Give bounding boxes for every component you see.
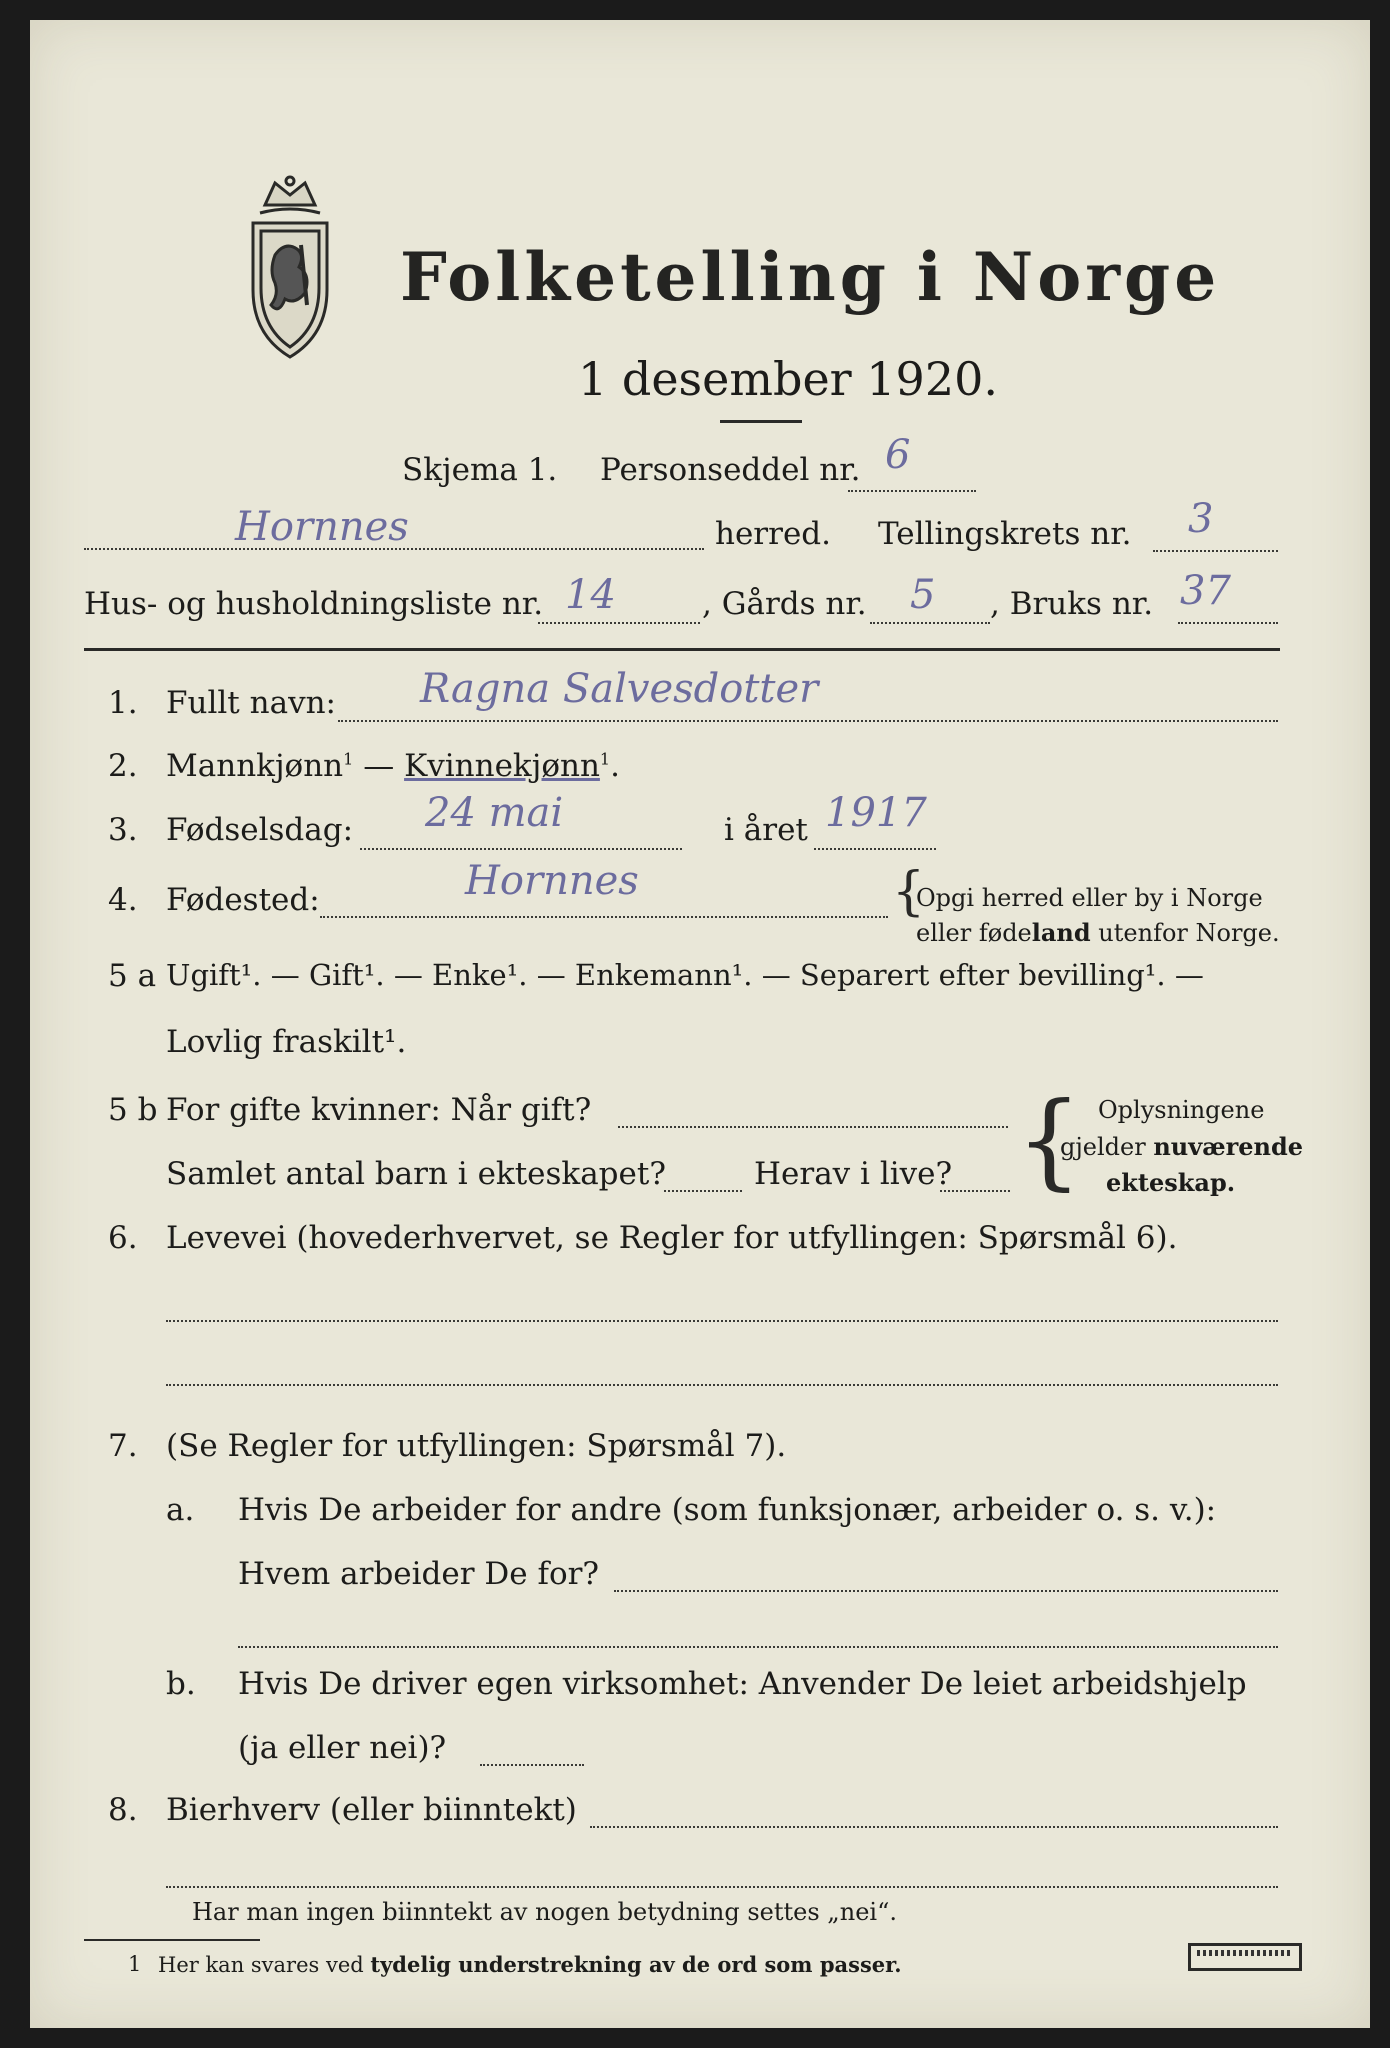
q6-number: 6. [108, 1220, 138, 1256]
footnote-text [158, 1952, 902, 1977]
q6-field-line-2 [166, 1384, 1278, 1386]
form-title: Folketelling i Norge [400, 238, 1221, 316]
q3-label: Fødselsdag: [166, 812, 354, 848]
q8-field-line-1 [590, 1826, 1278, 1828]
q2-sup-2: 1 [599, 749, 611, 769]
q5b-brace: { [1016, 1079, 1083, 1201]
tellingskrets-field-line [1153, 550, 1278, 552]
gards-value[interactable]: 5 [910, 572, 936, 618]
husholdningsliste-label: Hus- og husholdningsliste nr. [84, 586, 544, 622]
herred-label: herred. [715, 516, 831, 552]
q5b-note2-b: nuværende [1153, 1132, 1304, 1161]
marital-status-options-line2[interactable]: Lovlig fraskilt¹. [166, 1024, 407, 1060]
q7b-field-line [480, 1764, 584, 1766]
q7a-field-line-1 [614, 1590, 1278, 1592]
q5b-alive-field-line [940, 1190, 1010, 1192]
q4-note-part-b: land [1031, 918, 1091, 947]
q7a-line1: Hvis De arbeider for andre (som funksjonær, arbeider o. s. v.): [238, 1492, 1217, 1528]
tellingskrets-label: Tellingskrets nr. [878, 516, 1132, 552]
q5b-note1: Oplysningene [1098, 1096, 1265, 1124]
bruks-field-line [1178, 622, 1278, 624]
q5b-note2 [1060, 1132, 1303, 1161]
q5b-line2-a: Samlet antal barn i ekteskapet? [166, 1156, 666, 1192]
q3-year-field-line [814, 848, 936, 850]
q2-end: . [610, 748, 620, 784]
q3-number: 3. [108, 812, 138, 848]
q8-number: 8. [108, 1792, 138, 1828]
bruks-label: , Bruks nr. [990, 586, 1154, 622]
norwegian-coat-of-arms-icon [235, 175, 345, 375]
q6-field-line-1 [166, 1320, 1278, 1322]
census-date: 1 desember 1920. [578, 352, 998, 406]
mannkjonn-option[interactable]: Mannkjønn [166, 748, 344, 784]
q1-field-line [338, 720, 1278, 722]
q7b-line1: Hvis De driver egen virksomhet: Anvender De leiet arbeidshjelp [238, 1666, 1247, 1702]
q5b-note3: ekteskap. [1106, 1168, 1236, 1197]
header-divider [84, 648, 1280, 651]
q5b-number: 5 b [108, 1092, 158, 1128]
q7a-line2: Hvem arbeider De for? [238, 1556, 600, 1592]
q5b-line2-b: Herav i live? [754, 1156, 953, 1192]
q3-year-label: i året [724, 812, 808, 848]
q5b-married-field-line [618, 1126, 1008, 1128]
q3-day-field-line [360, 848, 682, 850]
birthplace-value[interactable]: Hornnes [465, 858, 639, 904]
personseddel-label: Personseddel nr. [600, 452, 861, 488]
q8-label: Bierhverv (eller biinntekt) [166, 1792, 577, 1828]
q8-field-line-2 [166, 1886, 1278, 1888]
footnote-text-b: tydelig understrekning av de ord som passer. [370, 1952, 902, 1977]
q4-note-line2 [916, 918, 1280, 947]
q5b-note2-a: gjelder [1060, 1133, 1154, 1161]
q2-sup-1: 1 [343, 749, 354, 769]
herred-value[interactable]: Hornnes [235, 504, 409, 550]
footnote-mark: 1 [128, 1952, 142, 1976]
q7-label: (Se Regler for utfyllingen: Spørsmål 7). [166, 1428, 787, 1464]
footnote-rule [84, 1939, 260, 1941]
q4-note-part-c: utenfor Norge. [1090, 919, 1280, 947]
bruks-value[interactable]: 37 [1180, 568, 1231, 614]
gards-field-line [870, 622, 990, 624]
q7b-line2: (ja eller nei)? [238, 1730, 447, 1766]
personseddel-field-line [848, 490, 976, 492]
footnote-text-a: Her kan svares ved [158, 1953, 371, 1977]
q2-options [166, 748, 620, 784]
husholdningsliste-field-line [538, 622, 700, 624]
title-divider [720, 420, 802, 423]
q4-note-part-a: eller føde [916, 919, 1032, 947]
q7a-number: a. [166, 1492, 195, 1528]
full-name-value[interactable]: Ragna Salvesdotter [420, 666, 819, 712]
birth-year-value[interactable]: 1917 [825, 790, 927, 836]
gards-label: , Gårds nr. [702, 586, 867, 622]
q7b-number: b. [166, 1666, 196, 1702]
q6-label: Levevei (hovederhvervet, se Regler for utfyllingen: Spørsmål 6). [166, 1220, 1178, 1256]
schema-label: Skjema 1. [402, 452, 558, 488]
q4-brace: { [892, 862, 926, 922]
q4-note-line1: Opgi herred eller by i Norge [916, 884, 1263, 912]
q2-separator: — [353, 748, 405, 784]
husholdningsliste-value[interactable]: 14 [565, 572, 616, 618]
q2-number: 2. [108, 748, 138, 784]
q4-label: Fødested: [166, 882, 320, 918]
q5a-number: 5 a [108, 958, 157, 994]
census-form-page [30, 20, 1370, 2028]
q5b-children-field-line [664, 1190, 742, 1192]
q8-note: Har man ingen biinntekt av nogen betydning settes „nei“. [192, 1898, 897, 1926]
printer-stamp-icon [1188, 1943, 1302, 1971]
q5b-line1: For gifte kvinner: Når gift? [166, 1092, 592, 1128]
q4-field-line [320, 916, 888, 918]
q1-label: Fullt navn: [166, 685, 336, 721]
birth-day-value[interactable]: 24 mai [425, 790, 564, 836]
kvinnekjonn-option[interactable]: Kvinnekjønn [404, 748, 600, 784]
tellingskrets-value[interactable]: 3 [1188, 496, 1214, 542]
marital-status-options[interactable]: Ugift¹. — Gift¹. — Enke¹. — Enkemann¹. — Separert efter bevilling¹. — [166, 958, 1204, 992]
q7-number: 7. [108, 1428, 138, 1464]
q7a-field-line-2 [238, 1646, 1278, 1648]
q1-number: 1. [108, 685, 138, 721]
q4-number: 4. [108, 882, 138, 918]
personseddel-value[interactable]: 6 [885, 432, 911, 478]
